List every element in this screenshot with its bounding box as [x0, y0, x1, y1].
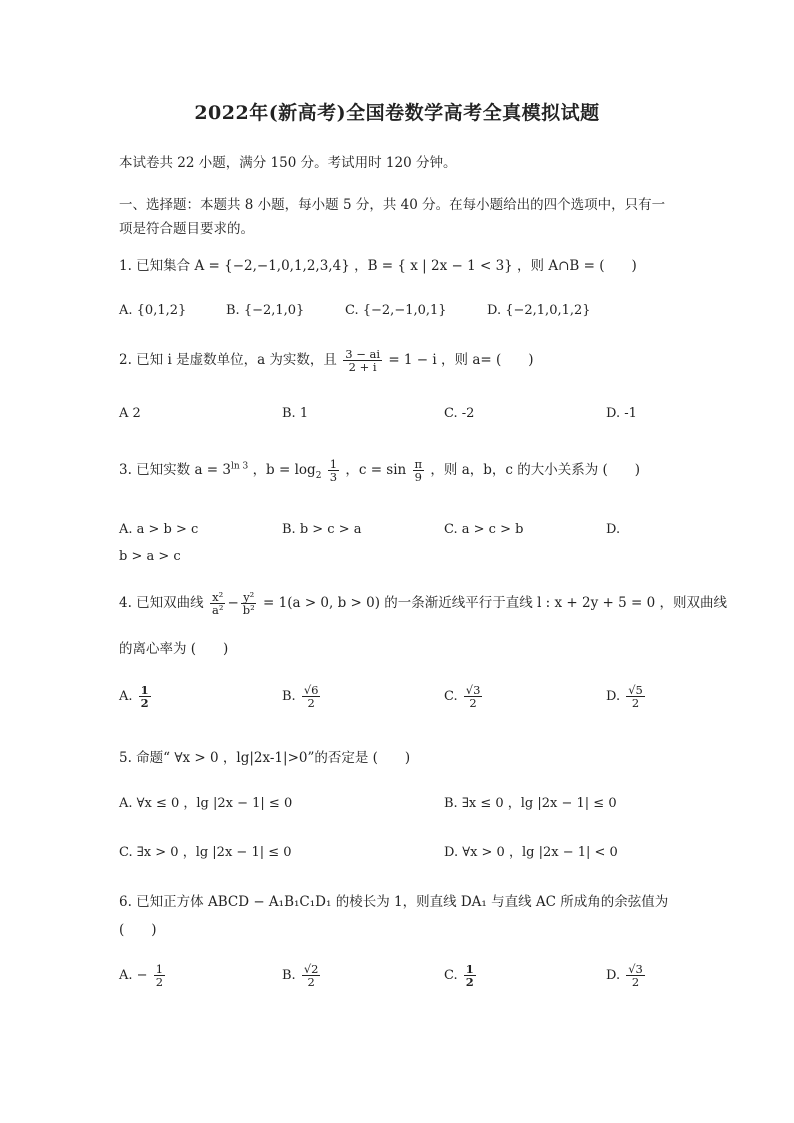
question-4-stem [119, 591, 727, 616]
question-4-fraction-y [241, 591, 257, 616]
question-2-fraction-denominator: 2 + i [348, 360, 377, 375]
page-title: 2022年(新高考)全国卷数学高考全真模拟试题 [194, 102, 600, 124]
question-4-option-b-numerator: √6 [303, 683, 319, 697]
question-3-option-d: D. [606, 522, 621, 537]
question-4-option-b-label: B. [282, 689, 296, 705]
question-3-exponent: ln 3 [231, 461, 249, 472]
question-1-option-d: D. {−2,1,0,1,2} [487, 303, 591, 318]
question-4-fraction-y-numerator: y² [243, 590, 255, 604]
question-4-option-d-label: D. [606, 689, 621, 705]
question-2-fraction [343, 348, 382, 373]
question-3-fraction-c-denominator: 9 [414, 470, 422, 485]
question-4-fraction-x [210, 591, 225, 616]
question-3-stem-mid2: ，c = sin [345, 462, 407, 479]
question-3-stem-mid: ，b = log [252, 462, 316, 479]
question-3-stem-prefix: 3. 已知实数 a = 3 [119, 462, 231, 479]
question-6-option-c-fraction [464, 963, 476, 988]
question-4-fraction-x-denominator: a² [211, 603, 224, 618]
question-4-option-c-denominator: 2 [469, 696, 477, 711]
question-1-option-a: A. {0,1,2} [119, 303, 187, 318]
question-6-option-a [119, 963, 167, 988]
question-2-option-c: C. -2 [444, 406, 475, 421]
question-2-stem-suffix: = 1 − i ，则 a= ( ) [388, 352, 534, 369]
question-4-option-a-label: A. [119, 689, 133, 705]
question-3-fraction-b [328, 458, 339, 483]
question-4-option-c-numerator: √3 [465, 683, 481, 697]
question-4-option-a-numerator: 1 [140, 683, 149, 697]
question-2-option-a: A 2 [119, 406, 141, 421]
question-2-fraction-numerator: 3 − ai [345, 347, 381, 361]
question-6-option-c-label: C. [444, 968, 458, 984]
question-2-stem [119, 348, 534, 373]
question-5-option-b: B. ∃x ≤ 0 ，lg |2x − 1| ≤ 0 [444, 796, 617, 811]
question-6-option-c [444, 963, 478, 988]
question-5-option-a: A. ∀x ≤ 0 ，lg |2x − 1| ≤ 0 [119, 796, 293, 811]
question-4-option-d [606, 684, 647, 709]
question-3-fraction-c-numerator: π [414, 457, 423, 471]
question-6-option-d-label: D. [606, 968, 621, 984]
question-6-option-b-label: B. [282, 968, 296, 984]
question-6-option-b-fraction [302, 963, 321, 988]
question-5-stem: 5. 命题“ ∀x > 0 ，lg|2x-1|>0”的否定是 ( ) [119, 750, 411, 766]
question-4-stem-line2: 的离心率为 ( ) [119, 641, 229, 657]
question-3-fraction-c [413, 458, 425, 483]
question-6-option-a-denominator: 2 [155, 975, 164, 990]
question-6-option-d-denominator: 2 [631, 975, 640, 990]
question-3-option-c: C. a > c > b [444, 522, 524, 537]
question-6-option-d-fraction [626, 963, 645, 988]
question-6-option-a-label: A. − [119, 968, 148, 984]
question-4-option-d-fraction [626, 684, 645, 709]
question-4-option-b [282, 684, 322, 709]
question-1-option-c: C. {−2,−1,0,1} [345, 303, 447, 318]
question-6-option-b-numerator: √2 [303, 962, 319, 976]
question-4-option-d-denominator: 2 [631, 696, 640, 711]
question-4-stem-prefix: 4. 已知双曲线 [119, 595, 204, 612]
question-3-option-d-value: b > a > c [119, 549, 181, 564]
question-4-minus: − [227, 595, 239, 612]
question-4-stem-mid: = 1(a > 0, b > 0) 的一条渐近线平行于直线 l : x + 2y + 5 = 0 ，则双曲线 [263, 595, 728, 612]
question-3-option-a: A. a > b > c [119, 522, 199, 537]
question-3-fraction-b-denominator: 3 [329, 470, 338, 485]
intro-text: 本试卷共 22 小题，满分 150 分。考试用时 120 分钟。 [119, 155, 457, 171]
question-4-fraction-x-numerator: x² [212, 590, 224, 604]
question-6-option-a-numerator: 1 [155, 962, 164, 976]
question-4-option-c-fraction [464, 684, 483, 709]
question-2-option-d: D. -1 [606, 406, 637, 421]
question-2-option-b: B. 1 [282, 406, 309, 421]
question-6-stem: 6. 已知正方体 ABCD − A₁B₁C₁D₁ 的棱长为 1，则直线 DA₁ 与直线 AC 所成角的余弦值为 [119, 894, 669, 910]
question-4-option-b-denominator: 2 [307, 696, 315, 711]
question-6-option-d-numerator: √3 [628, 962, 643, 976]
question-3-fraction-b-numerator: 1 [329, 457, 338, 471]
question-6-option-a-fraction [154, 963, 165, 988]
question-3-log-base: 2 [315, 470, 322, 481]
question-6-option-c-denominator: 2 [465, 975, 474, 990]
question-1-option-b: B. {−2,1,0} [226, 303, 305, 318]
question-4-option-c-label: C. [444, 689, 458, 705]
question-4-option-d-numerator: √5 [628, 683, 643, 697]
question-6-stem-line2: ( ) [119, 922, 157, 938]
question-4-option-a-fraction [139, 684, 151, 709]
question-5-option-d: D. ∀x > 0 ，lg |2x − 1| < 0 [444, 845, 618, 860]
question-6-option-c-numerator: 1 [465, 962, 474, 976]
question-5-option-c: C. ∃x > 0 ，lg |2x − 1| ≤ 0 [119, 845, 292, 860]
question-4-option-c [444, 684, 484, 709]
question-6-option-d [606, 963, 647, 988]
question-4-option-b-fraction [302, 684, 321, 709]
question-1-stem: 1. 已知集合 A = {−2,−1,0,1,2,3,4} ，B = { x | 2x − 1 < 3} ，则 A∩B = ( ) [119, 258, 637, 274]
question-3-stem [119, 458, 640, 483]
question-2-stem-prefix: 2. 已知 i 是虚数单位，a 为实数，且 [119, 352, 337, 369]
question-4-fraction-y-denominator: b² [242, 603, 255, 618]
question-6-option-b [282, 963, 322, 988]
question-3-stem-suffix: ，则 a，b，c 的大小关系为 ( ) [430, 462, 641, 479]
section-heading-line1: 一、选择题：本题共 8 小题，每小题 5 分，共 40 分。在每小题给出的四个选项中，只有一 [119, 197, 666, 213]
section-heading-line2: 项是符合题目要求的。 [119, 221, 254, 237]
question-6-option-b-denominator: 2 [307, 975, 315, 990]
question-3-option-b: B. b > c > a [282, 522, 362, 537]
question-4-option-a [119, 684, 153, 709]
question-4-option-a-denominator: 2 [140, 696, 149, 711]
